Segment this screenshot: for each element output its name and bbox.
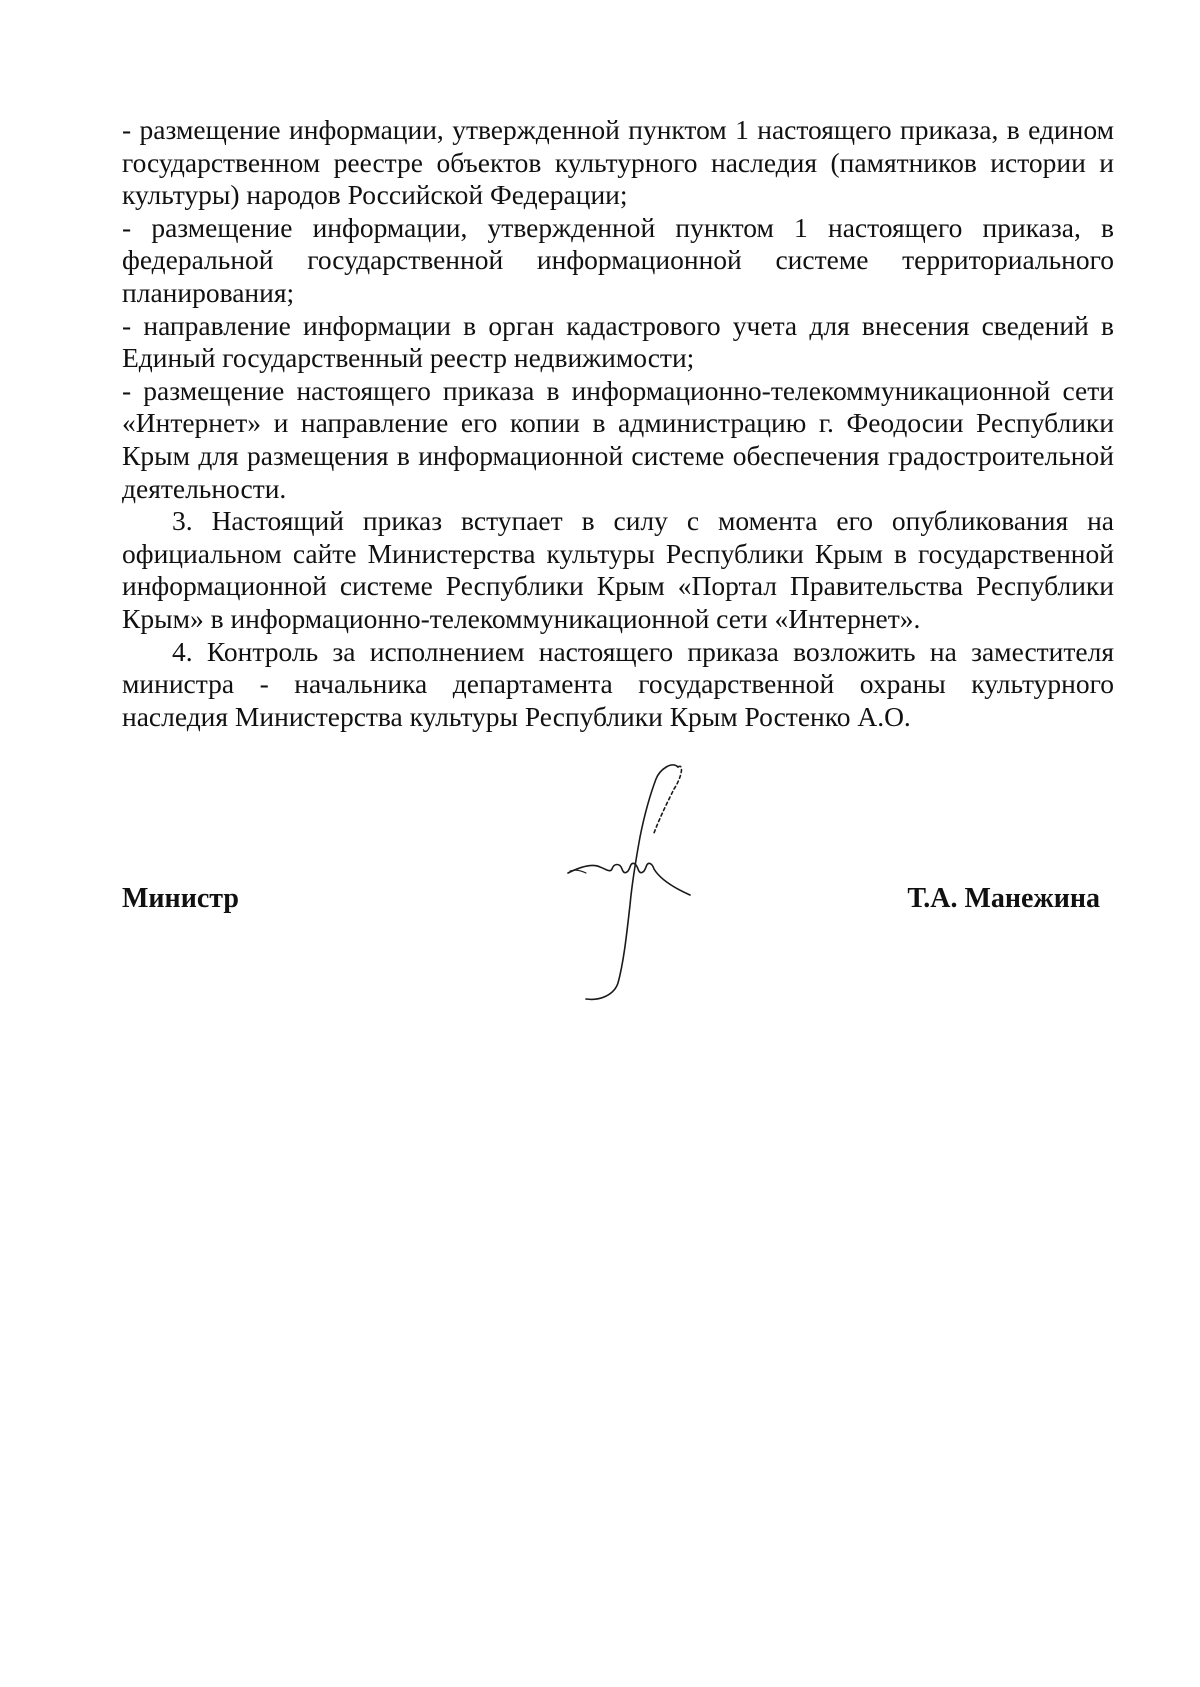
clause-3-effective-date: 3. Настоящий приказ вступает в силу с момента его опубликования на официальном сайте Министерства культуры Республики Крым в государственной информационной системе Республики Крым «Портал Правительства Республики Крым» в информационно-телекоммуникационной сети «Интернет».: [122, 505, 1114, 634]
handwritten-signature: [560, 755, 740, 1005]
clause-4-control: 4. Контроль за исполнением настоящего приказа возложить на заместителя министра - начальника департамента государственной охраны культурного наследия Министерства культуры Республики Крым Ростенко А.О.: [122, 635, 1114, 732]
list-item-egrokn-publication: - размещение информации, утвержденной пунктом 1 настоящего приказа, в едином государственном реестре объектов культурного наследия (памятников истории и культуры) народов Российской Федерации;: [122, 114, 1114, 211]
signer-name: Т.А. Манежина: [907, 883, 1100, 914]
list-item-internet-publication: - размещение настоящего приказа в информационно-телекоммуникационной сети «Интернет» и направление его копии в администрацию г. Феодосии Республики Крым для размещения в информационной системе обеспечения градостроительной деятельности.: [122, 374, 1114, 504]
list-item-cadastral-submission: - направление информации в орган кадастрового учета для внесения сведений в Единый государственный реестр недвижимости;: [122, 309, 1114, 374]
document-body: [122, 114, 1114, 733]
signer-position-title: Министр: [122, 883, 239, 914]
list-item-fgis-tp-publication: - размещение информации, утвержденной пунктом 1 настоящего приказа, в федеральной государственной информационной системе территориального планирования;: [122, 211, 1114, 308]
